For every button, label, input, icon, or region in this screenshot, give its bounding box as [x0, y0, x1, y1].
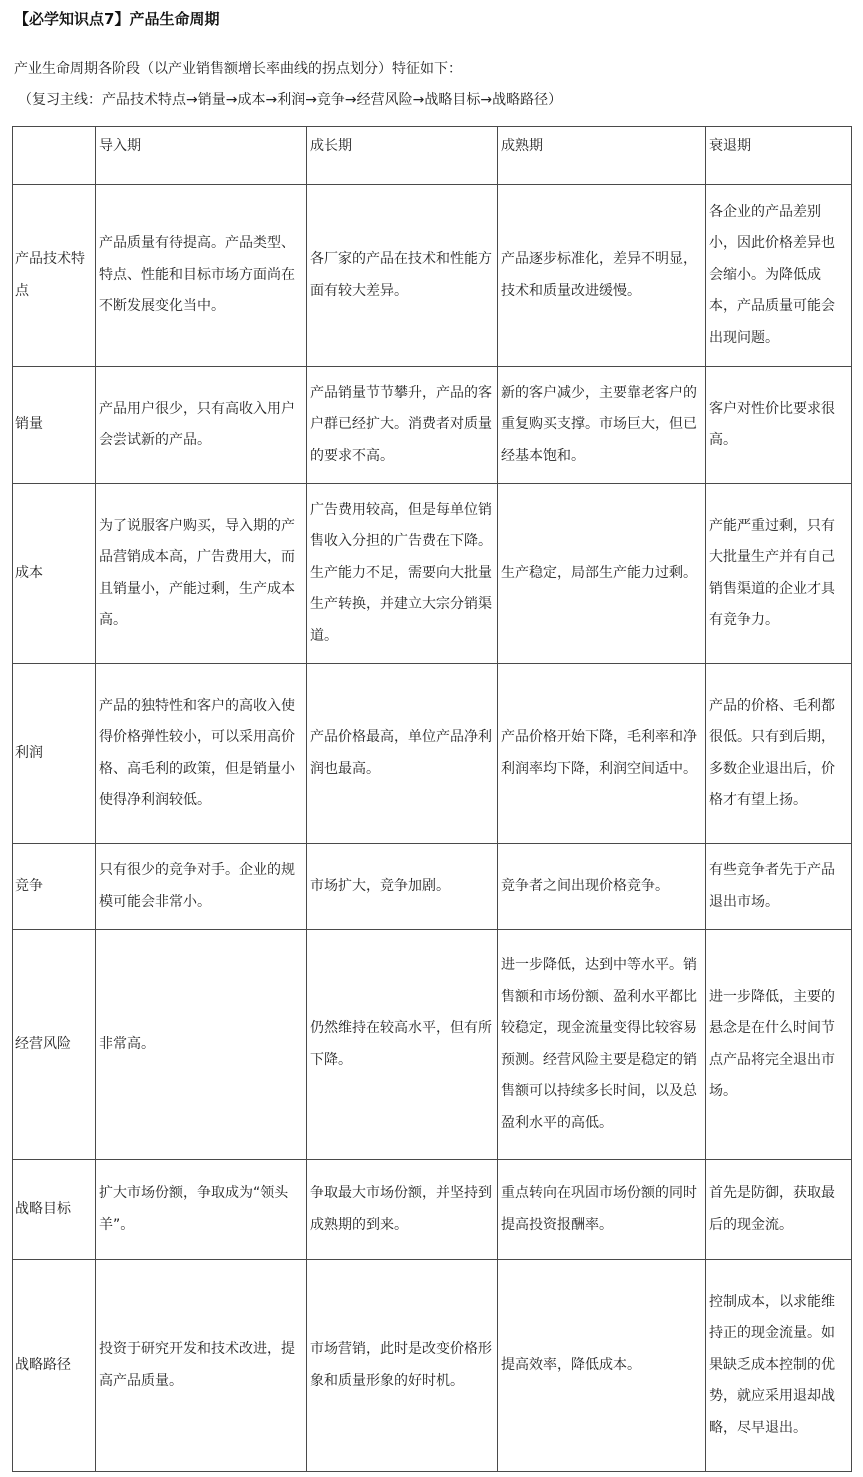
- table-cell: 市场营销，此时是改变价格形象和质量形象的好时机。: [307, 1260, 498, 1472]
- row-header-product-tech: 产品技术特点: [13, 185, 96, 367]
- table-row: [13, 930, 852, 1160]
- table-row: [13, 367, 852, 484]
- table-cell: 产品逐步标准化，差异不明显，技术和质量改进缓慢。: [498, 185, 706, 367]
- table-row: [13, 664, 852, 844]
- table-cell: 生产稳定，局部生产能力过剩。: [498, 484, 706, 664]
- table-cell: 进一步降低，达到中等水平。销售额和市场份额、盈利水平都比较稳定，现金流量变得比较容易预测。经营风险主要是稳定的销售额可以持续多长时间，以及总盈利水平的高低。: [498, 930, 706, 1160]
- table-cell: 争取最大市场份额，并坚持到成熟期的到来。: [307, 1160, 498, 1260]
- table-cell: 产品用户很少，只有高收入用户会尝试新的产品。: [96, 367, 307, 484]
- table-cell: 产品的独特性和客户的高收入使得价格弹性较小，可以采用高价格、高毛利的政策，但是销量小使得净利润较低。: [96, 664, 307, 844]
- row-header-business-risk: 经营风险: [13, 930, 96, 1160]
- table-cell: 非常高。: [96, 930, 307, 1160]
- intro-text: 产业生命周期各阶段（以产业销售额增长率曲线的拐点划分）特征如下：: [14, 61, 462, 77]
- table-cell: 广告费用较高，但是每单位销售收入分担的广告费在下降。生产能力不足，需要向大批量生产转换，并建立大宗分销渠道。: [307, 484, 498, 664]
- table-cell: 仍然维持在较高水平，但有所下降。: [307, 930, 498, 1160]
- table-cell: 控制成本，以求能维持正的现金流量。如果缺乏成本控制的优势，就应采用退却战略，尽早退出。: [706, 1260, 852, 1472]
- table-cell: 产品销量节节攀升，产品的客户群已经扩大。消费者对质量的要求不高。: [307, 367, 498, 484]
- table-cell: 竞争者之间出现价格竞争。: [498, 844, 706, 930]
- table-cell: 有些竞争者先于产品退出市场。: [706, 844, 852, 930]
- row-header-profit: 利润: [13, 664, 96, 844]
- row-header-competition: 竞争: [13, 844, 96, 930]
- page-title: 【必学知识点7】产品生命周期: [14, 10, 220, 28]
- table-row: [13, 1260, 852, 1472]
- row-header-cost: 成本: [13, 484, 96, 664]
- industry-lifecycle-table: [12, 126, 852, 1472]
- table-cell: 市场扩大，竞争加剧。: [307, 844, 498, 930]
- table-cell: 提高效率，降低成本。: [498, 1260, 706, 1472]
- table-header-row: [13, 127, 852, 185]
- table-row: [13, 844, 852, 930]
- table-cell: 各厂家的产品在技术和性能方面有较大差异。: [307, 185, 498, 367]
- table-row: [13, 1160, 852, 1260]
- table-cell: 产品质量有待提高。产品类型、特点、性能和目标市场方面尚在不断发展变化当中。: [96, 185, 307, 367]
- table-cell: 只有很少的竞争对手。企业的规模可能会非常小。: [96, 844, 307, 930]
- row-header-strategic-path: 战略路径: [13, 1260, 96, 1472]
- header-cell-introduction: 导入期: [96, 127, 307, 185]
- row-header-sales-volume: 销量: [13, 367, 96, 484]
- table-cell: 产品价格最高，单位产品净利润也最高。: [307, 664, 498, 844]
- table-cell: 客户对性价比要求很高。: [706, 367, 852, 484]
- table-cell: 进一步降低，主要的悬念是在什么时间节点产品将完全退出市场。: [706, 930, 852, 1160]
- table-cell: 首先是防御，获取最后的现金流。: [706, 1160, 852, 1260]
- table-cell: 扩大市场份额，争取成为“领头羊”。: [96, 1160, 307, 1260]
- table-cell: 各企业的产品差别小，因此价格差异也会缩小。为降低成本，产品质量可能会出现问题。: [706, 185, 852, 367]
- table-row: [13, 484, 852, 664]
- review-mainline-text: （复习主线：产品技术特点→销量→成本→利润→竞争→经营风险→战略目标→战略路径）: [18, 92, 563, 108]
- table-cell: 产品价格开始下降，毛利率和净利润率均下降，利润空间适中。: [498, 664, 706, 844]
- header-cell-empty: [13, 127, 96, 185]
- header-cell-maturity: 成熟期: [498, 127, 706, 185]
- table-cell: 投资于研究开发和技术改进，提高产品质量。: [96, 1260, 307, 1472]
- table-cell: 产能严重过剩，只有大批量生产并有自己销售渠道的企业才具有竞争力。: [706, 484, 852, 664]
- table-row: [13, 185, 852, 367]
- row-header-strategic-goal: 战略目标: [13, 1160, 96, 1260]
- table-cell: 产品的价格、毛利都很低。只有到后期，多数企业退出后，价格才有望上扬。: [706, 664, 852, 844]
- table-cell: 为了说服客户购买，导入期的产品营销成本高，广告费用大，而且销量小，产能过剩，生产成本高。: [96, 484, 307, 664]
- header-cell-decline: 衰退期: [706, 127, 852, 185]
- table-cell: 重点转向在巩固市场份额的同时提高投资报酬率。: [498, 1160, 706, 1260]
- header-cell-growth: 成长期: [307, 127, 498, 185]
- table-cell: 新的客户减少，主要靠老客户的重复购买支撑。市场巨大，但已经基本饱和。: [498, 367, 706, 484]
